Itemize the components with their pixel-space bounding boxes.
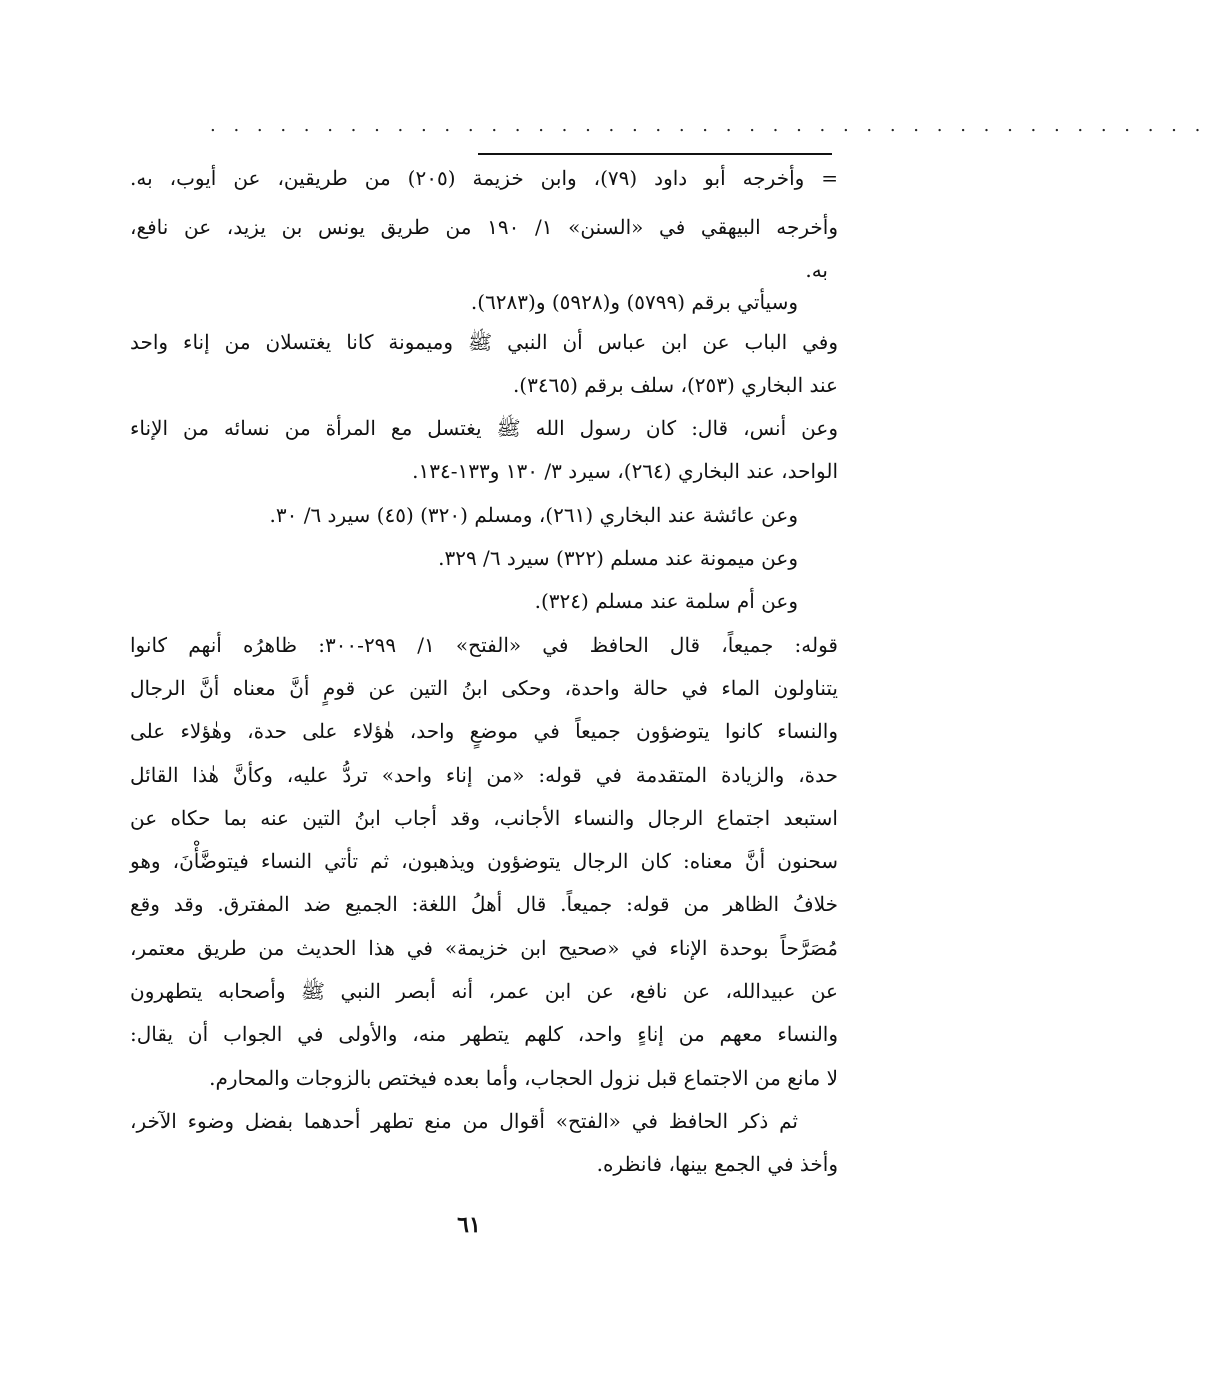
- footnote-line: سحنون أنَّ معناه: كان الرجال يتوضؤون ويذهبون، ثم تأتي النساء فيتوضَّأْنَ، وهو: [130, 849, 838, 873]
- footnote-line: يتناولون الماء في حالة واحدة، وحكى ابنُ التين عن قومٍ أنَّ معناه أنَّ الرجال: [130, 676, 838, 700]
- footnote-line: وعن ميمونة عند مسلم (٣٢٢) سيرد ٦/ ٣٢٩.: [438, 546, 798, 570]
- dotted-separator: . . . . . . . . . . . . . . . . . . . . . . . . . . . . . . . . . . . . . . . . . . .: [210, 115, 1206, 136]
- footnote-line: لا مانع من الاجتماع قبل نزول الحجاب، وأما بعده فيختص بالزوجات والمحارم.: [209, 1066, 838, 1090]
- footnote-line: وأخرجه البيهقي في «السنن» ١/ ١٩٠ من طريق يونس بن يزيد، عن نافع،: [130, 215, 838, 239]
- footnote-line: وعن أنس، قال: كان رسول الله ﷺ يغتسل مع المرأة من نسائه من الإناء: [130, 416, 838, 440]
- footnote-line: خلافُ الظاهر من قوله: جميعاً. قال أهلُ اللغة: الجميع ضد المفترق. وقد وقع: [130, 892, 838, 916]
- footnote-line: استبعد اجتماع الرجال والنساء الأجانب، وقد أجاب ابنُ التين عنه بما حكاه عن: [130, 806, 838, 830]
- footnote-line: والنساء كانوا يتوضؤون جميعاً في موضعٍ واحد، هٰؤلاء على حدة، وهٰؤلاء على: [130, 719, 838, 743]
- footnote-line: مُصَرَّحاً بوحدة الإناء في «صحيح ابن خزيمة» في هذا الحديث من طريق معتمر،: [130, 936, 838, 960]
- footnote-line: وفي الباب عن ابن عباس أن النبي ﷺ وميمونة كانا يغتسلان من إناء واحد: [130, 330, 838, 354]
- footnote-line: وأخذ في الجمع بينها، فانظره.: [596, 1152, 838, 1176]
- footnote-line: حدة، والزيادة المتقدمة في قوله: «من إناء واحد» تردُّ عليه، وكأنَّ هٰذا القائل: [130, 763, 838, 787]
- footnote-line: قوله: جميعاً، قال الحافظ في «الفتح» ١/ ٢٩٩-٣٠٠: ظاهرُه أنهم كانوا: [130, 633, 838, 657]
- footnote-line: وعن أم سلمة عند مسلم (٣٢٤).: [534, 589, 798, 613]
- footnote-line: والنساء معهم من إناءٍ واحد، كلهم يتطهر منه، والأولى في الجواب أن يقال:: [130, 1022, 838, 1046]
- footnote-line: ثم ذكر الحافظ في «الفتح» أقوال من منع تطهر أحدهما بفضل وضوء الآخر،: [130, 1109, 798, 1133]
- footnote-line: = وأخرجه أبو داود (٧٩)، وابن خزيمة (٢٠٥) من طريقين، عن أيوب، به.: [130, 166, 839, 190]
- footnote-line: به.: [805, 258, 828, 282]
- footnote-line: عند البخاري (٢٥٣)، سلف برقم (٣٤٦٥).: [512, 373, 838, 397]
- footnote-line: الواحد، عند البخاري (٢٦٤)، سيرد ٣/ ١٣٠ و١٣٣-١٣٤.: [412, 459, 838, 483]
- footnote-line: وسيأتي برقم (٥٧٩٩) و(٥٩٢٨) و(٦٢٨٣).: [470, 290, 798, 314]
- footnote-line: وعن عائشة عند البخاري (٢٦١)، ومسلم (٣٢٠) (٤٥) سيرد ٦/ ٣٠.: [269, 503, 798, 527]
- page-number: ٦١: [457, 1212, 481, 1238]
- footnote-rule: [478, 153, 832, 155]
- footnote-line: عن عبيدالله، عن نافع، عن ابن عمر، أنه أبصر النبي ﷺ وأصحابه يتطهرون: [130, 979, 838, 1003]
